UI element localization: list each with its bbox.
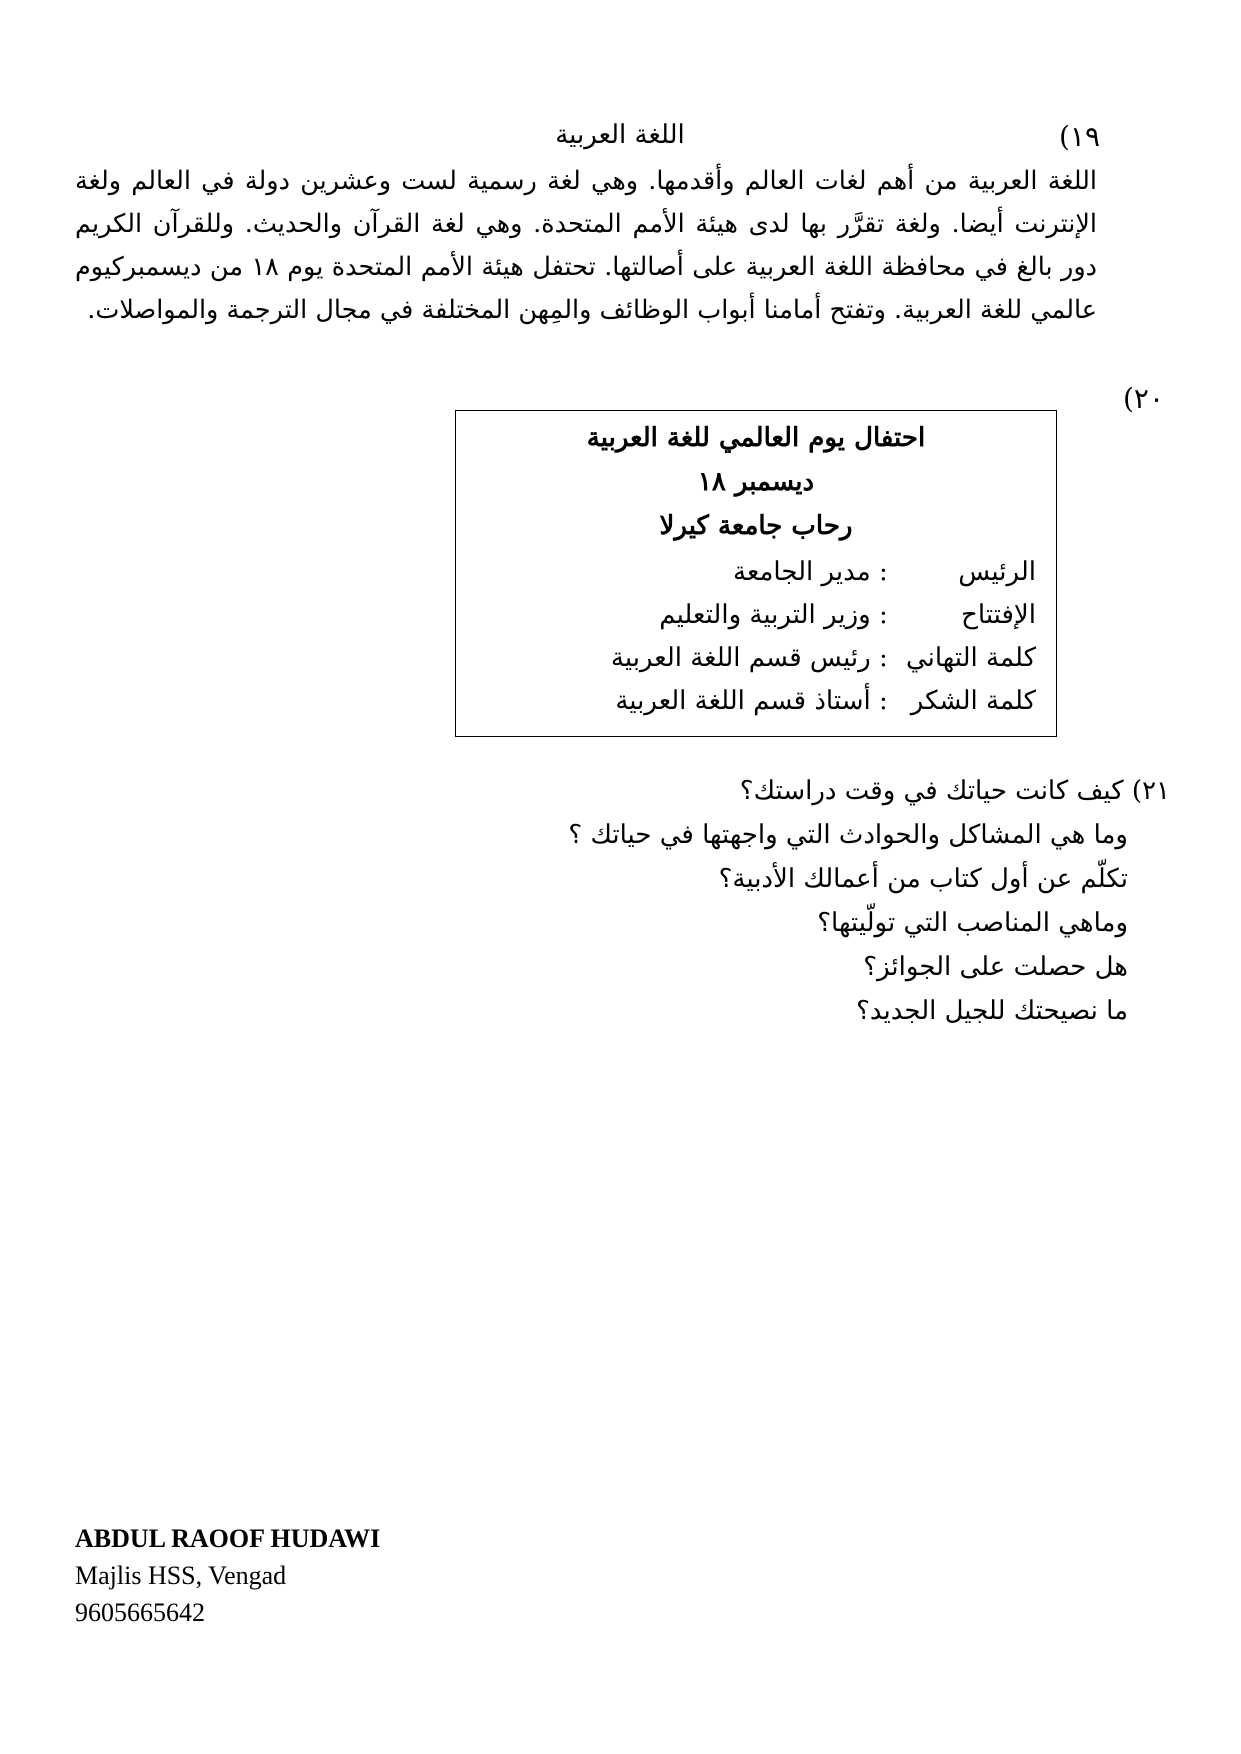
author-phone: 9605665642: [75, 1598, 205, 1627]
question-21-number: ٢١): [1131, 776, 1170, 806]
paragraph-line: عالمي للغة العربية. وتفتح أمامنا أبواب الوظائف والمِهن المختلفة في مجال الترجمة والمواصلات.: [87, 295, 1097, 325]
notice-row-key: الإفتتاح: [961, 600, 1036, 630]
question-line: ما نصيحتك للجيل الجديد؟: [856, 996, 1128, 1026]
author-footer: [75, 1520, 380, 1631]
notice-row-value: : مدير الجامعة: [733, 557, 888, 587]
notice-row-key: الرئيس: [958, 557, 1036, 587]
question-line: كيف كانت حياتك في وقت دراستك؟: [739, 776, 1124, 806]
notice-row-key: كلمة التهاني: [905, 643, 1036, 673]
notice-row-key: كلمة الشكر: [910, 686, 1036, 716]
question-21-first-line: [740, 776, 1170, 806]
event-notice-box: [455, 410, 1057, 737]
question-line: وما هي المشاكل والحوادث التي واجهتها في حياتك ؟: [568, 820, 1128, 850]
question-19-number: ١٩): [1058, 120, 1100, 153]
notice-heading: احتفال يوم العالمي للغة العربية: [586, 423, 926, 453]
paragraph-line: اللغة العربية من أهم لغات العالم وأقدمها. وهي لغة رسمية لست وعشرين دولة في العالم ولغة: [75, 166, 1097, 196]
question-20-number: ٢٠): [1122, 382, 1164, 415]
notice-row: [733, 557, 1036, 587]
paragraph-line: دور بالغ في محافظة اللغة العربية على أصالتها. تحتفل هيئة الأمم المتحدة يوم ١٨ من ديسمبركيوم: [75, 252, 1097, 282]
notice-row-value: : وزير التربية والتعليم: [659, 600, 888, 630]
question-line: وماهي المناصب التي تولّيتها؟: [817, 908, 1128, 938]
notice-venue: رحاب جامعة كيرلا: [659, 511, 853, 541]
question-19-paragraph: [75, 160, 1097, 332]
notice-row: [611, 643, 1036, 673]
author-name: ABDUL RAOOF HUDAWI: [75, 1524, 381, 1553]
paragraph-line: الإنترنت أيضا. ولغة تقرَّر بها لدى هيئة الأمم المتحدة. وهي لغة القرآن والحديث. وللقرآن الكريم: [75, 209, 1097, 239]
question-line: تكلّم عن أول كتاب من أعمالك الأدبية؟: [718, 864, 1128, 894]
question-19-title: اللغة العربية: [555, 120, 685, 150]
question-line: هل حصلت على الجوائز؟: [863, 952, 1128, 982]
notice-row: [615, 686, 1036, 716]
notice-row-value: : أستاذ قسم اللغة العربية: [615, 686, 888, 716]
notice-date: ديسمبر ١٨: [697, 467, 815, 497]
notice-row: [659, 600, 1036, 630]
author-school: Majlis HSS, Vengad: [75, 1561, 287, 1590]
notice-row-value: : رئيس قسم اللغة العربية: [610, 643, 888, 673]
